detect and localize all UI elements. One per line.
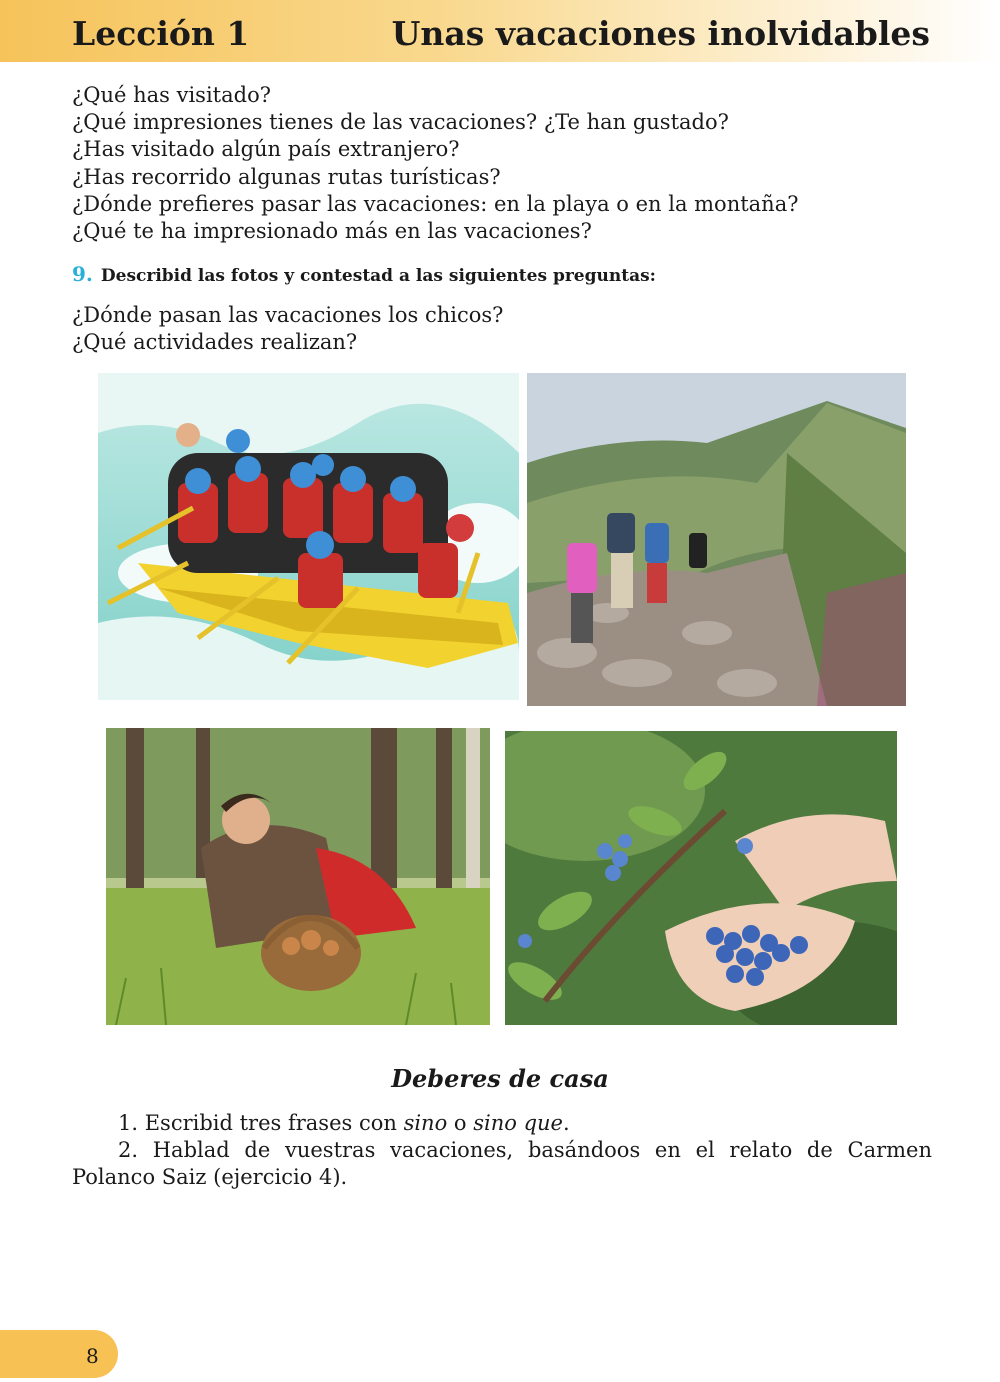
homework-item-1 <box>72 1110 932 1137</box>
exercise-question: ¿Dónde pasan las vacaciones los chicos? <box>72 303 504 327</box>
homework-title: Deberes de casa <box>391 1064 609 1093</box>
questions-list <box>72 82 798 245</box>
question: ¿Qué impresiones tienes de las vacaciones? ¿Te han gustado? <box>72 110 729 135</box>
question: ¿Qué te ha impresionado más en las vacaciones? <box>72 219 592 244</box>
exercise-heading <box>72 262 656 286</box>
rafting-photo <box>98 373 519 700</box>
blueberries-photo <box>505 731 897 1025</box>
homework-item-1-text: . <box>562 1111 570 1135</box>
homework-item-1-emphasis: sino <box>403 1111 448 1135</box>
homework-list <box>72 1110 932 1191</box>
lesson-title: Unas vacaciones inolvidables <box>391 14 930 53</box>
mushroom-picking-photo <box>106 728 490 1025</box>
lesson-number: Lección 1 <box>72 14 250 53</box>
question: ¿Dónde prefieres pasar las vacaciones: en la playa o en la montaña? <box>72 191 799 216</box>
page-number-tab <box>0 1330 118 1378</box>
exercise-number: 9. <box>72 262 93 286</box>
homework-item-1-text: 1. Escribid tres frases con <box>118 1111 404 1135</box>
mountain-hiking-photo <box>527 373 906 706</box>
question: ¿Has visitado algún país extranjero? <box>72 137 460 162</box>
homework-item-1-text: o <box>447 1111 474 1135</box>
exercise-instruction: Describid las fotos y contestad a las siguientes preguntas: <box>100 266 656 286</box>
page-number: 8 <box>86 1344 99 1368</box>
lesson-header-band <box>0 0 1000 62</box>
homework-item-1-emphasis: sino que <box>473 1111 563 1135</box>
homework-item-2: 2. Hablad de vuestras vacaciones, basándoos en el relato de Carmen Polanco Saiz (ejercicio 4). <box>72 1138 932 1189</box>
exercise-questions <box>72 302 503 356</box>
exercise-question: ¿Qué actividades realizan? <box>72 330 358 354</box>
question: ¿Qué has visitado? <box>72 83 271 107</box>
question: ¿Has recorrido algunas rutas turísticas? <box>72 164 501 189</box>
